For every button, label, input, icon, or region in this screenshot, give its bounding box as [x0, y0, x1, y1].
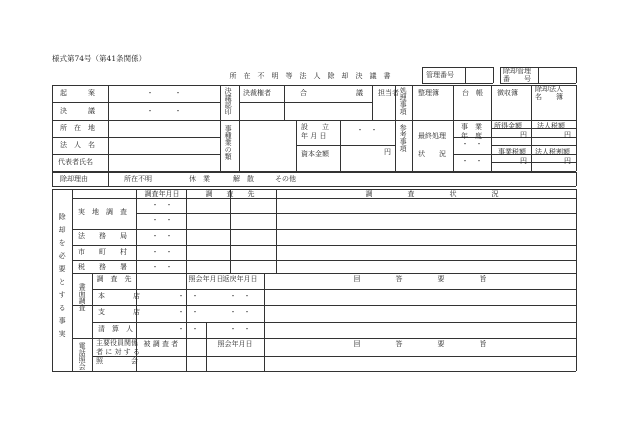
- rule-line: [72, 189, 73, 371]
- approval-seal-label: 決議認印: [224, 87, 233, 115]
- rule-line: [296, 145, 340, 146]
- rule-line: [72, 260, 576, 261]
- rule-line: [52, 120, 220, 121]
- upper-table-frame: [576, 85, 577, 171]
- rule-line: [206, 322, 207, 371]
- rule-line: [92, 322, 576, 323]
- fiscal-dots-1: ・ ・: [461, 140, 483, 148]
- rule-line: [136, 213, 576, 214]
- field-survey-dots-2: ・ ・: [151, 216, 173, 224]
- rule-line: [220, 85, 221, 171]
- rule-line: [108, 85, 109, 171]
- fiscal-dots-2: ・ ・: [461, 157, 483, 165]
- consultation-label-2: 議: [356, 89, 363, 97]
- reason-option-3: その他: [275, 175, 296, 183]
- business-tax-yen: 円: [520, 157, 527, 165]
- officer-inquiry-label: 照 会: [96, 357, 138, 365]
- municipality-dots: ・ ・: [151, 248, 173, 256]
- rule-line: [92, 289, 576, 290]
- removal-management-number-label: 除却管理: [503, 67, 531, 75]
- phone-answer-summary-header: 回 答 要 旨: [353, 340, 487, 348]
- removed-corp-list-label: 除却法人: [535, 85, 563, 93]
- written-target-header: 調 査 先: [96, 275, 132, 283]
- levy-yen: 円: [564, 157, 571, 165]
- management-number-box: [422, 67, 423, 83]
- tax-office-label: 税 務 署: [78, 263, 127, 271]
- corporate-tax-yen: 円: [564, 131, 571, 139]
- management-number-box: [493, 67, 494, 83]
- liquidator-dots-2: ・ ・: [229, 325, 251, 333]
- survey-status-header: 調 査 状 況: [365, 190, 499, 198]
- resolution-date-dots: ・ ・: [146, 107, 182, 115]
- management-number-label: 管理番号: [426, 71, 454, 79]
- liquidator-dots-1: ・ ・: [177, 325, 199, 333]
- phone-inquiry-date-header: 照会年月日: [217, 340, 253, 348]
- business-tax-label: 事業税額: [498, 148, 526, 156]
- rule-line: [72, 273, 576, 274]
- facts-requiring-removal-label: 除却を必要とする事実: [58, 213, 67, 343]
- upper-table-frame: [52, 85, 53, 171]
- phone-inquiry-label: 電話照会: [78, 342, 87, 370]
- management-number-box: [422, 67, 493, 68]
- head-office-dots-2: ・ ・: [229, 292, 251, 300]
- removal-management-number-box: [500, 83, 576, 84]
- register-label: 台 帳: [462, 89, 483, 97]
- rule-line: [72, 305, 576, 306]
- removal-reason-row: [52, 172, 576, 173]
- branch-dots-1: ・ ・: [177, 308, 199, 316]
- rule-line: [220, 120, 576, 121]
- field-survey-label: 実 地 調 査: [78, 208, 127, 216]
- rule-line: [538, 67, 539, 83]
- established-date-dots: ・ ・: [356, 126, 378, 134]
- income-amount-label: 所得金額: [494, 122, 522, 130]
- removal-management-number-box: [500, 67, 501, 83]
- rule-line: [453, 120, 454, 171]
- head-office-label: 本 店: [98, 292, 140, 300]
- rule-line: [72, 229, 576, 230]
- capital-yen: 円: [384, 148, 391, 156]
- legal-affairs-bureau-label: 法 務 局: [78, 232, 127, 240]
- rule-line: [491, 85, 492, 120]
- branch-label: 支 店: [98, 308, 140, 316]
- written-survey-label: 書面調査: [78, 283, 87, 311]
- head-office-dots-1: ・ ・: [177, 292, 199, 300]
- survey-date-header: 調査年月日: [144, 190, 180, 198]
- processing-items-label: 処理事項: [399, 87, 408, 115]
- survey-target-header: 調 査 先: [205, 190, 255, 198]
- return-date-header: 返戻年月日: [222, 275, 258, 283]
- lower-table-frame: [52, 189, 53, 371]
- rule-line: [372, 85, 373, 120]
- status-label: 状 況: [418, 150, 446, 158]
- consultation-label: 合: [300, 89, 307, 97]
- rule-line: [412, 85, 413, 171]
- rule-line: [72, 198, 576, 199]
- lower-table-frame: [576, 189, 577, 371]
- removal-reason-label: 除却理由: [60, 175, 88, 183]
- field-survey-dots-1: ・ ・: [151, 201, 173, 209]
- rule-line: [531, 85, 532, 120]
- income-yen: 円: [520, 131, 527, 139]
- rule-line: [239, 85, 240, 171]
- rule-line: [453, 85, 454, 120]
- municipality-label: 市 町 村: [78, 248, 127, 256]
- rule-line: [465, 67, 466, 83]
- rule-line: [108, 172, 109, 186]
- form-title: 所 在 不 明 等 法 人 除 却 決 議 書: [229, 72, 391, 80]
- removal-management-number-label: 番 号: [503, 75, 531, 83]
- rule-line: [239, 102, 372, 103]
- removal-management-number-box: [576, 67, 577, 83]
- rule-line: [340, 145, 395, 146]
- rule-line: [52, 137, 220, 138]
- removal-reason-row: [576, 172, 577, 186]
- answer-summary-header: 回 答 要 旨: [353, 275, 487, 283]
- capital-label: 資本金額: [301, 150, 329, 158]
- draft-label: 起 案: [60, 89, 95, 97]
- removal-reason-row: [52, 186, 576, 187]
- removed-corp-list-label: 名 簿: [535, 93, 563, 101]
- rule-line: [72, 338, 576, 339]
- branch-dots-2: ・ ・: [229, 308, 251, 316]
- rule-line: [52, 154, 220, 155]
- reason-option-1: 休 業: [189, 175, 210, 183]
- officer-inquiry-label: 者 に 対 す る: [96, 348, 140, 356]
- representative-name-label: 代表者氏名: [58, 158, 93, 166]
- person-in-charge-label: 担当者: [378, 89, 399, 97]
- corporation-name-label: 法 人 名: [60, 141, 95, 149]
- rule-line: [92, 273, 93, 371]
- established-label: 年 月 日: [301, 132, 327, 140]
- rule-line: [52, 102, 220, 103]
- management-number-box: [422, 83, 493, 84]
- corporate-tax-label: 法人税額: [537, 122, 565, 130]
- tax-office-dots: ・ ・: [151, 263, 173, 271]
- rule-line: [72, 245, 576, 246]
- final-processing-label: 最終処理: [418, 132, 446, 140]
- collection-book-label: 徴収簿: [497, 89, 518, 97]
- address-label: 所 在 地: [60, 124, 95, 132]
- business-type-label: 事種業の類: [224, 125, 233, 160]
- rule-line: [395, 85, 396, 171]
- approver-label: 決裁権者: [243, 89, 271, 97]
- fiscal-year-label: 事 業: [461, 123, 482, 131]
- reference-items-label: 参考事項: [399, 124, 408, 152]
- draft-date-dots: ・ ・: [146, 89, 182, 97]
- form-number-label: 様式第74号（第41条関係）: [52, 54, 147, 63]
- corporate-tax-levy-label: 法人税割額: [535, 148, 570, 156]
- fiscal-year-label: 年 度: [461, 132, 482, 140]
- reason-option-2: 解 散: [233, 175, 254, 183]
- established-label: 設 立: [301, 123, 329, 131]
- ledger-label: 整理簿: [418, 89, 439, 97]
- rule-line: [92, 356, 576, 357]
- resolution-label: 決 議: [60, 107, 95, 115]
- upper-table-frame: [52, 85, 576, 86]
- reason-option-0: 所在不明: [124, 175, 152, 183]
- removal-reason-row: [52, 172, 53, 186]
- liquidator-label: 清 算 人: [98, 325, 133, 333]
- legal-affairs-dots: ・ ・: [151, 232, 173, 240]
- inquiry-date-header: 照会年月日: [188, 275, 224, 283]
- rule-line: [491, 145, 576, 146]
- surveyed-person-header: 被 調 査 者: [143, 340, 179, 348]
- lower-table-frame: [52, 371, 576, 372]
- officer-inquiry-label: 主要役員関係: [96, 339, 138, 347]
